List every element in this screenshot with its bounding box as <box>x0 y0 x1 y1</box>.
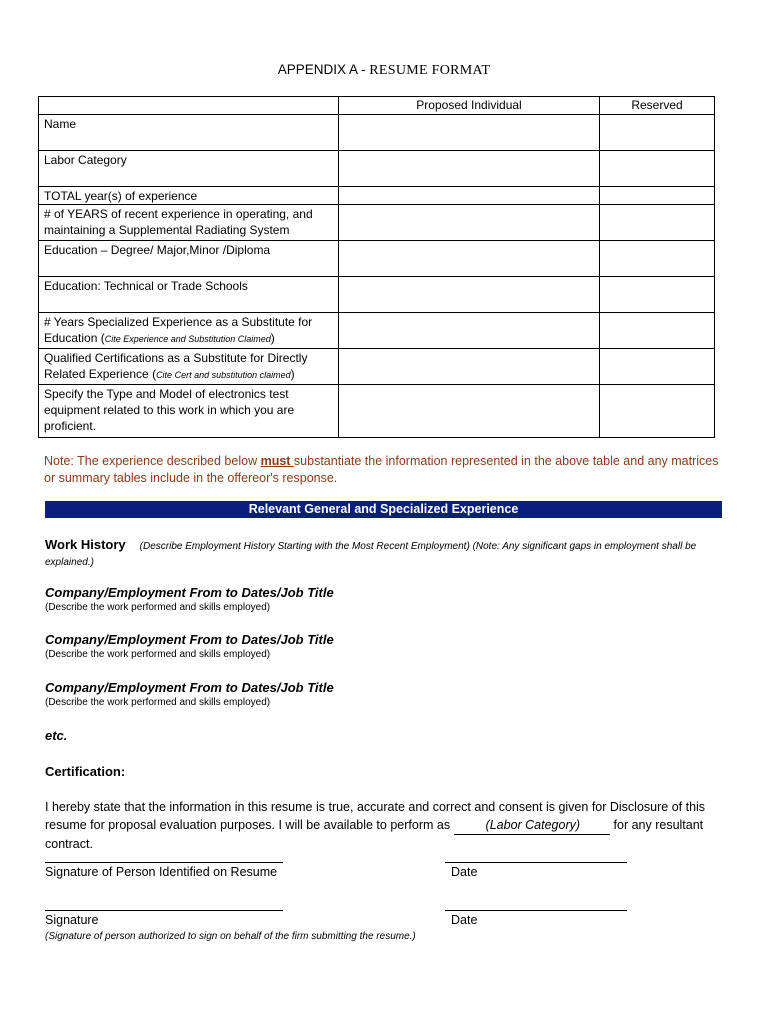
date-label-2: Date <box>451 913 478 927</box>
table-row <box>39 151 715 187</box>
labor-category-blank[interactable]: (Labor Category) <box>454 816 611 835</box>
table-row <box>39 277 715 313</box>
note-must: must <box>260 454 294 468</box>
date-line-2[interactable] <box>445 910 627 911</box>
row-label-specialized-experience <box>39 313 339 349</box>
job-description: (Describe the work performed and skills employed) <box>45 602 271 613</box>
row-text: Qualified Certifications as a Substitute for Directly Related Experience ( <box>44 351 308 381</box>
note-before: Note: The experience described below <box>44 454 261 468</box>
table-row <box>39 205 715 241</box>
row-tail: ) <box>270 331 275 345</box>
reserved-cell[interactable] <box>600 277 715 313</box>
date-label-1: Date <box>451 865 478 879</box>
job-entry <box>45 632 725 661</box>
job-title: Company/Employment From to Dates/Job Title <box>45 680 334 695</box>
reserved-cell[interactable] <box>600 187 715 205</box>
table-row <box>39 313 715 349</box>
signature-line-2[interactable] <box>45 910 283 911</box>
row-label-name: Name <box>39 115 339 151</box>
reserved-cell[interactable] <box>600 205 715 241</box>
table-row <box>39 385 715 438</box>
note-after: substantiate the information represented in the above table and any matrices or summary tables include in the offereor's response. <box>44 454 719 485</box>
job-title: Company/Employment From to Dates/Job Title <box>45 585 334 600</box>
job-description: (Describe the work performed and skills employed) <box>45 649 271 660</box>
resume-table <box>38 96 715 438</box>
certification-statement <box>45 798 735 853</box>
row-label-test-equipment: Specify the Type and Model of electronics test equipment related to this work in which you are proficient. <box>39 385 339 438</box>
row-tail: ) <box>290 367 295 381</box>
reserved-cell[interactable] <box>600 385 715 438</box>
certification-heading: Certification: <box>45 764 126 779</box>
proposed-cell[interactable] <box>339 277 600 313</box>
experience-note <box>44 453 724 487</box>
title-main: RESUME FORMAT <box>369 63 491 78</box>
statement-text: I hereby state that the information in this resume is true, accurate and correct and consent is given for Disclosure of this resume for proposal evaluation purposes. I will be available to perform as <box>45 800 706 832</box>
proposed-cell[interactable] <box>339 151 600 187</box>
job-entry <box>45 680 725 709</box>
reserved-cell[interactable] <box>600 241 715 277</box>
proposed-cell[interactable] <box>339 313 600 349</box>
work-history-heading: Work History <box>45 537 126 552</box>
row-label-education-technical: Education: Technical or Trade Schools <box>39 277 339 313</box>
proposed-cell[interactable] <box>339 385 600 438</box>
proposed-cell[interactable] <box>339 349 600 385</box>
row-text: # Years Specialized Experience as a Substitute for Education ( <box>44 315 313 345</box>
job-title: Company/Employment From to Dates/Job Title <box>45 632 334 647</box>
row-label-total-years: TOTAL year(s) of experience <box>39 187 339 205</box>
signature-label-1: Signature of Person Identified on Resume <box>45 865 278 879</box>
row-label-certifications <box>39 349 339 385</box>
proposed-cell[interactable] <box>339 205 600 241</box>
signature-label-2: Signature <box>45 913 99 927</box>
reserved-cell[interactable] <box>600 115 715 151</box>
table-header-row <box>39 97 715 115</box>
proposed-cell[interactable] <box>339 187 600 205</box>
header-blank <box>39 97 339 115</box>
page-title <box>0 62 768 79</box>
section-banner: Relevant General and Specialized Experience <box>45 501 722 518</box>
row-label-education-degree: Education – Degree/ Major,Minor /Diploma <box>39 241 339 277</box>
table-row <box>39 241 715 277</box>
reserved-cell[interactable] <box>600 313 715 349</box>
row-label-labor-category: Labor Category <box>39 151 339 187</box>
proposed-cell[interactable] <box>339 115 600 151</box>
row-note: Cite Cert and substitution claimed <box>156 370 291 380</box>
signature-sub-note: (Signature of person authorized to sign on behalf of the firm submitting the resume.) <box>45 931 416 942</box>
date-line-1[interactable] <box>445 862 627 863</box>
row-label-recent-experience: # of YEARS of recent experience in operating, and maintaining a Supplemental Radiating System <box>39 205 339 241</box>
table-row <box>39 187 715 205</box>
job-entry <box>45 585 725 614</box>
table-row <box>39 349 715 385</box>
work-history <box>45 537 725 570</box>
reserved-cell[interactable] <box>600 349 715 385</box>
etc-text: etc. <box>45 728 68 743</box>
signature-line-1[interactable] <box>45 862 283 863</box>
title-prefix: APPENDIX A - <box>277 62 370 77</box>
proposed-cell[interactable] <box>339 241 600 277</box>
statement-tail: for any resultant contract. <box>45 818 704 851</box>
work-history-description: (Describe Employment History Starting with the Most Recent Employment) (Note: Any significant gaps in employment shall be explained.) <box>45 541 697 568</box>
table-row <box>39 115 715 151</box>
job-description: (Describe the work performed and skills employed) <box>45 697 271 708</box>
reserved-cell[interactable] <box>600 151 715 187</box>
header-reserved: Reserved <box>600 97 715 115</box>
header-proposed-individual: Proposed Individual <box>339 97 600 115</box>
row-note: Cite Experience and Substitution Claimed <box>104 334 271 344</box>
